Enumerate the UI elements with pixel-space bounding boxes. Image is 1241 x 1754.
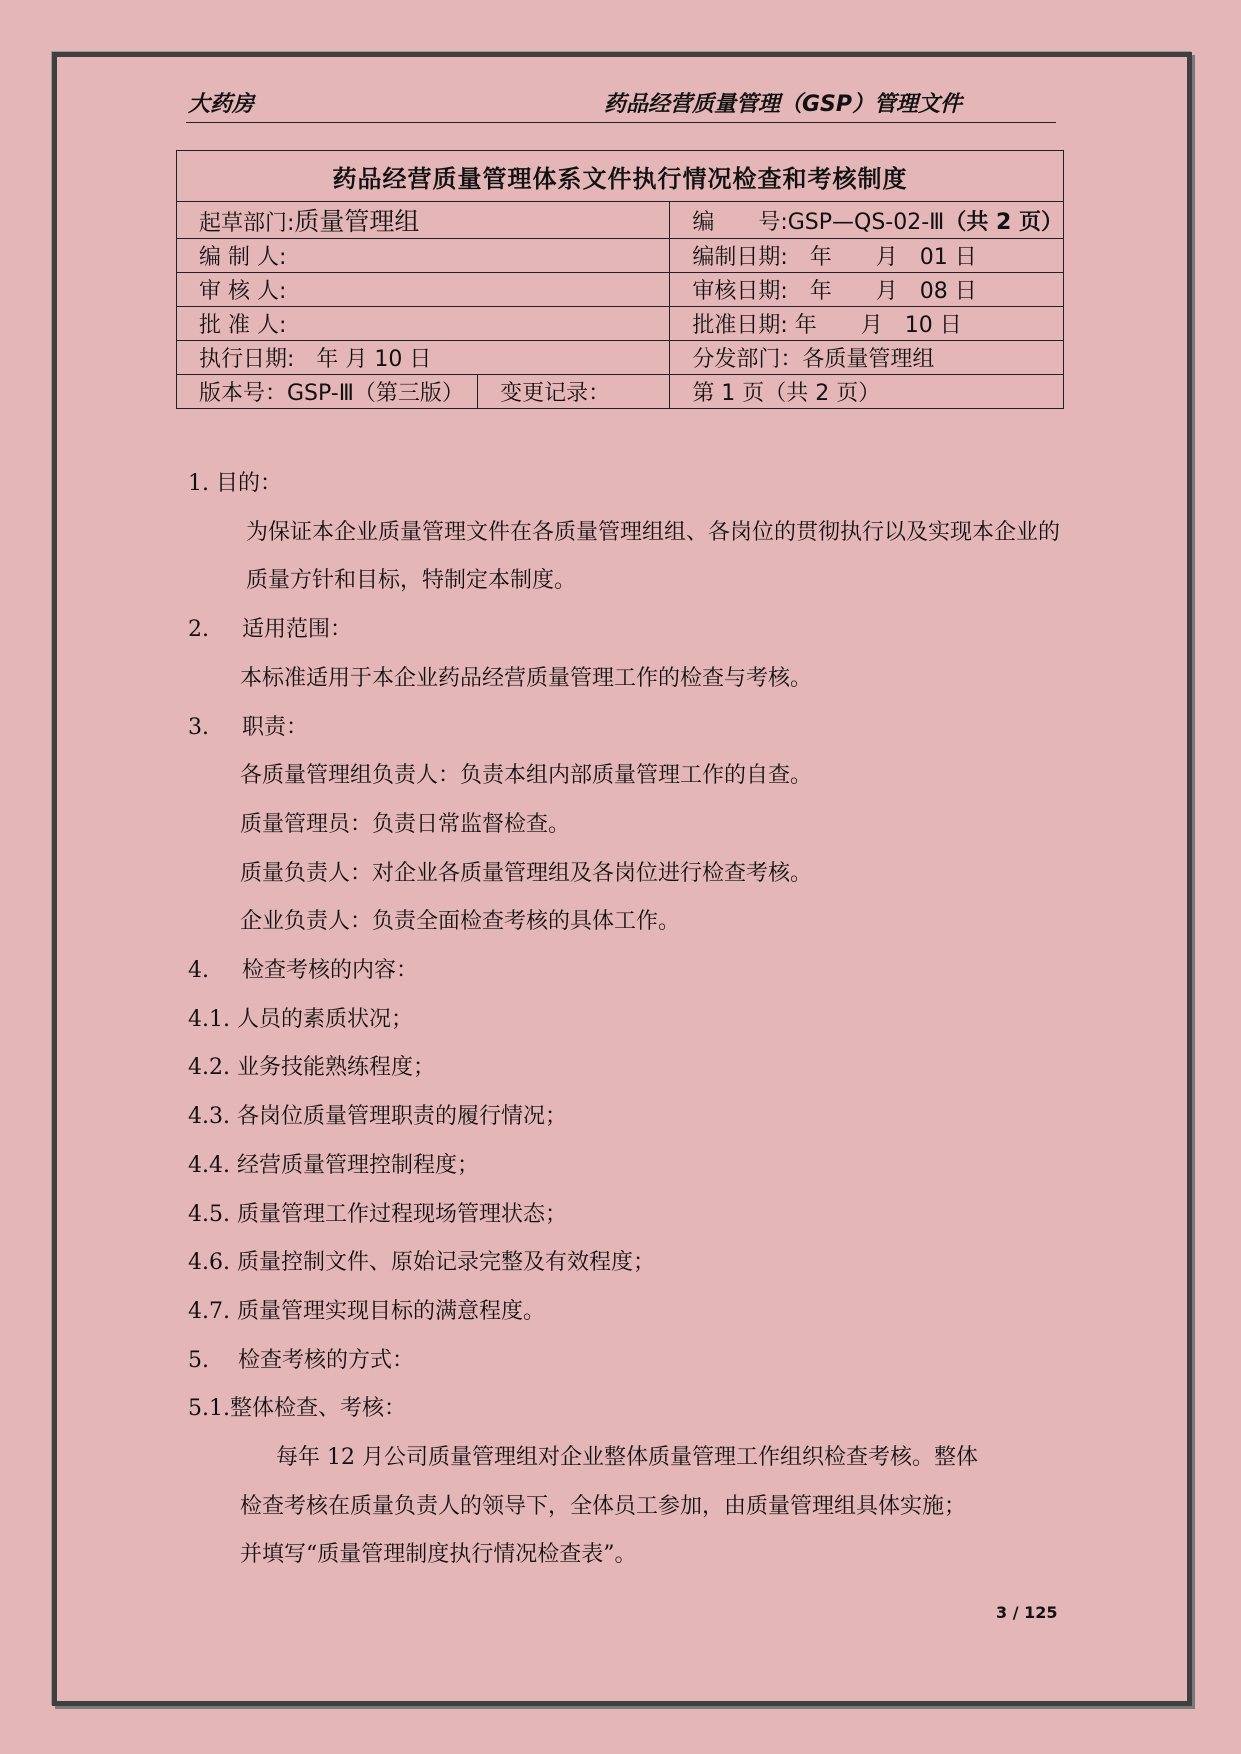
section-2-text: 本标准适用于本企业药品经营质量管理工作的检查与考核。 [240, 665, 813, 691]
section-5-number: 5. [188, 1347, 209, 1373]
list-item: 4.5. 质量管理工作过程现场管理状态； [188, 1201, 567, 1227]
section-5-1-line-1 [188, 1434, 1068, 1483]
section-1-heading: 1. 目的： [188, 471, 282, 496]
drafting-dept-value: 质量管理组 [294, 207, 420, 236]
document-title: 药品经营质量管理体系文件执行情况检查和考核制度 [177, 151, 1064, 202]
section-2-title: 适用范围： [242, 617, 353, 643]
list-item: 各质量管理组负责人：负责本组内部质量管理工作的自查。 [240, 763, 813, 789]
header-rule [186, 122, 1056, 123]
section-2-heading [188, 606, 1068, 655]
section-5-1-heading: 5.1.整体检查、考核： [188, 1396, 406, 1422]
list-item: 4.2. 业务技能熟练程度； [188, 1055, 435, 1081]
page-number: 3 / 125 [996, 1603, 1058, 1622]
section-5-heading [188, 1337, 1068, 1386]
section-4-heading [188, 947, 1068, 996]
section-5-1-line-1-text: 每年 12 月公司质量管理组对企业整体质量管理工作组织检查考核。整体 [276, 1445, 978, 1471]
header-doc-series: 药品经营质量管理（GSP）管理文件 [604, 92, 963, 117]
section-5-title: 检查考核的方式： [238, 1347, 415, 1373]
page-info-cell: 第 1 页（共 2 页） [670, 375, 1064, 409]
list-item: 企业负责人：负责全面检查考核的具体工作。 [240, 909, 681, 935]
document-info-table [176, 150, 1064, 409]
list-item: 4.1. 人员的素质状况； [188, 1006, 413, 1032]
section-4-number: 4. [188, 958, 209, 984]
version-cell: 版本号：GSP-Ⅲ（第三版） [177, 375, 478, 409]
list-item: 4.7. 质量管理实现目标的满意程度。 [188, 1298, 545, 1324]
section-5-1-line-3: 并填写“质量管理制度执行情况检查表”。 [240, 1542, 637, 1568]
distribution-cell: 分发部门：各质量管理组 [670, 341, 1064, 375]
review-date-cell: 审核日期: 年 月 08 日 [670, 273, 1064, 307]
section-3-title: 职责： [242, 714, 309, 740]
section-4-title: 检查考核的内容： [242, 958, 419, 984]
reviewer-cell: 审 核 人: [177, 273, 670, 307]
document-body [188, 460, 1068, 1580]
list-item: 4.4. 经营质量管理控制程度； [188, 1152, 479, 1178]
code-pages: （共 2 页） [944, 209, 1063, 235]
code-label: 编 号: [692, 209, 788, 235]
section-1-text: 为保证本企业质量管理文件在各质量管理组组、各岗位的贯彻执行以及实现本企业的质量方针和目标，特制定本制度。 [246, 519, 1061, 594]
section-3-heading [188, 704, 1068, 753]
exec-date-cell: 执行日期: 年 月 10 日 [177, 341, 670, 375]
approve-date-cell: 批准日期: 年 月 10 日 [670, 307, 1064, 341]
drafting-dept-label: 起草部门: [199, 211, 295, 236]
drafting-dept-cell [177, 202, 670, 239]
section-3-number: 3. [188, 714, 209, 740]
list-item: 质量管理员：负责日常监督检查。 [240, 811, 571, 837]
section-2-number: 2. [188, 617, 209, 643]
approver-cell: 批 准 人: [177, 307, 670, 341]
list-item: 4.3. 各岗位质量管理职责的履行情况； [188, 1104, 567, 1130]
section-5-1-line-2: 检查考核在质量负责人的领导下，全体员工参加，由质量管理组具体实施； [240, 1493, 967, 1519]
list-item: 质量负责人：对企业各质量管理组及各岗位进行检查考核。 [240, 860, 813, 886]
compiler-cell: 编 制 人: [177, 239, 670, 273]
header-company: 大药房 [188, 92, 255, 117]
compile-date-cell: 编制日期: 年 月 01 日 [670, 239, 1064, 273]
list-item: 4.6. 质量控制文件、原始记录完整及有效程度； [188, 1250, 655, 1276]
code-value: GSP—QS-02-Ⅲ [787, 209, 945, 235]
code-cell [670, 202, 1064, 239]
change-record-cell: 变更记录： [478, 375, 670, 409]
